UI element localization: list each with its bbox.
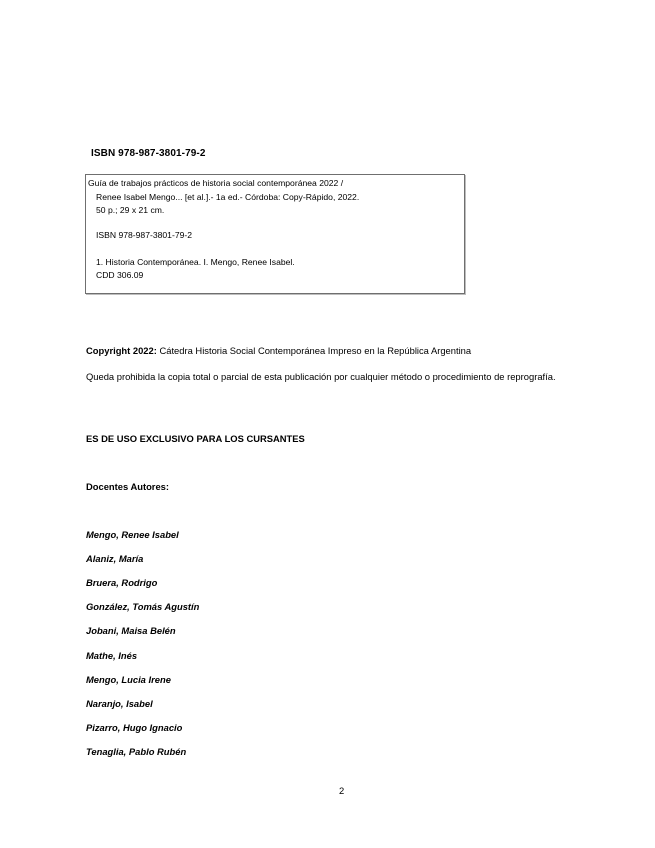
author-name: Naranjo, Isabel xyxy=(86,698,153,709)
copyright-label: Copyright 2022: xyxy=(86,345,157,356)
cip-author-line: Renee Isabel Mengo... [et al.].- 1a ed.- Córdoba: Copy-Rápido, 2022. xyxy=(96,192,360,202)
author-name: Jobani, Maisa Belén xyxy=(86,625,176,636)
exclusive-use-notice: ES DE USO EXCLUSIVO PARA LOS CURSANTES xyxy=(86,433,305,444)
copyright-text: Cátedra Historia Social Contemporánea Impreso en la República Argentina xyxy=(159,345,472,356)
author-name: Bruera, Rodrigo xyxy=(86,577,158,588)
author-name: González, Tomás Agustín xyxy=(86,601,200,612)
cataloging-in-publication-box xyxy=(85,174,465,294)
author-name: Tenaglia, Pablo Rubén xyxy=(86,746,187,757)
cip-extent-line: 50 p.; 29 x 21 cm. xyxy=(96,205,165,215)
authors-heading: Docentes Autores: xyxy=(86,481,170,492)
cip-isbn-line: ISBN 978-987-3801-79-2 xyxy=(96,230,193,240)
author-name: Mengo, Lucia Irene xyxy=(86,674,171,685)
author-name: Mengo, Renee Isabel xyxy=(86,529,179,540)
author-name: Mathe, Inés xyxy=(86,650,138,661)
cip-subject-line: 1. Historia Contemporánea. I. Mengo, Renee Isabel. xyxy=(96,257,295,267)
cip-title-line: Guía de trabajos prácticos de historia social contemporánea 2022 / xyxy=(88,178,344,188)
author-name: Pizarro, Hugo Ignacio xyxy=(86,722,183,733)
cip-classification-line: CDD 306.09 xyxy=(96,270,144,280)
author-name: Alaniz, María xyxy=(86,553,144,564)
isbn-heading: ISBN 978-987-3801-79-2 xyxy=(91,148,206,159)
page-number: 2 xyxy=(339,785,345,796)
reproduction-notice: Queda prohibida la copia total o parcial de esta publicación por cualquier método o procedimiento de reprografía. xyxy=(86,371,556,382)
copyright-statement xyxy=(86,345,471,356)
